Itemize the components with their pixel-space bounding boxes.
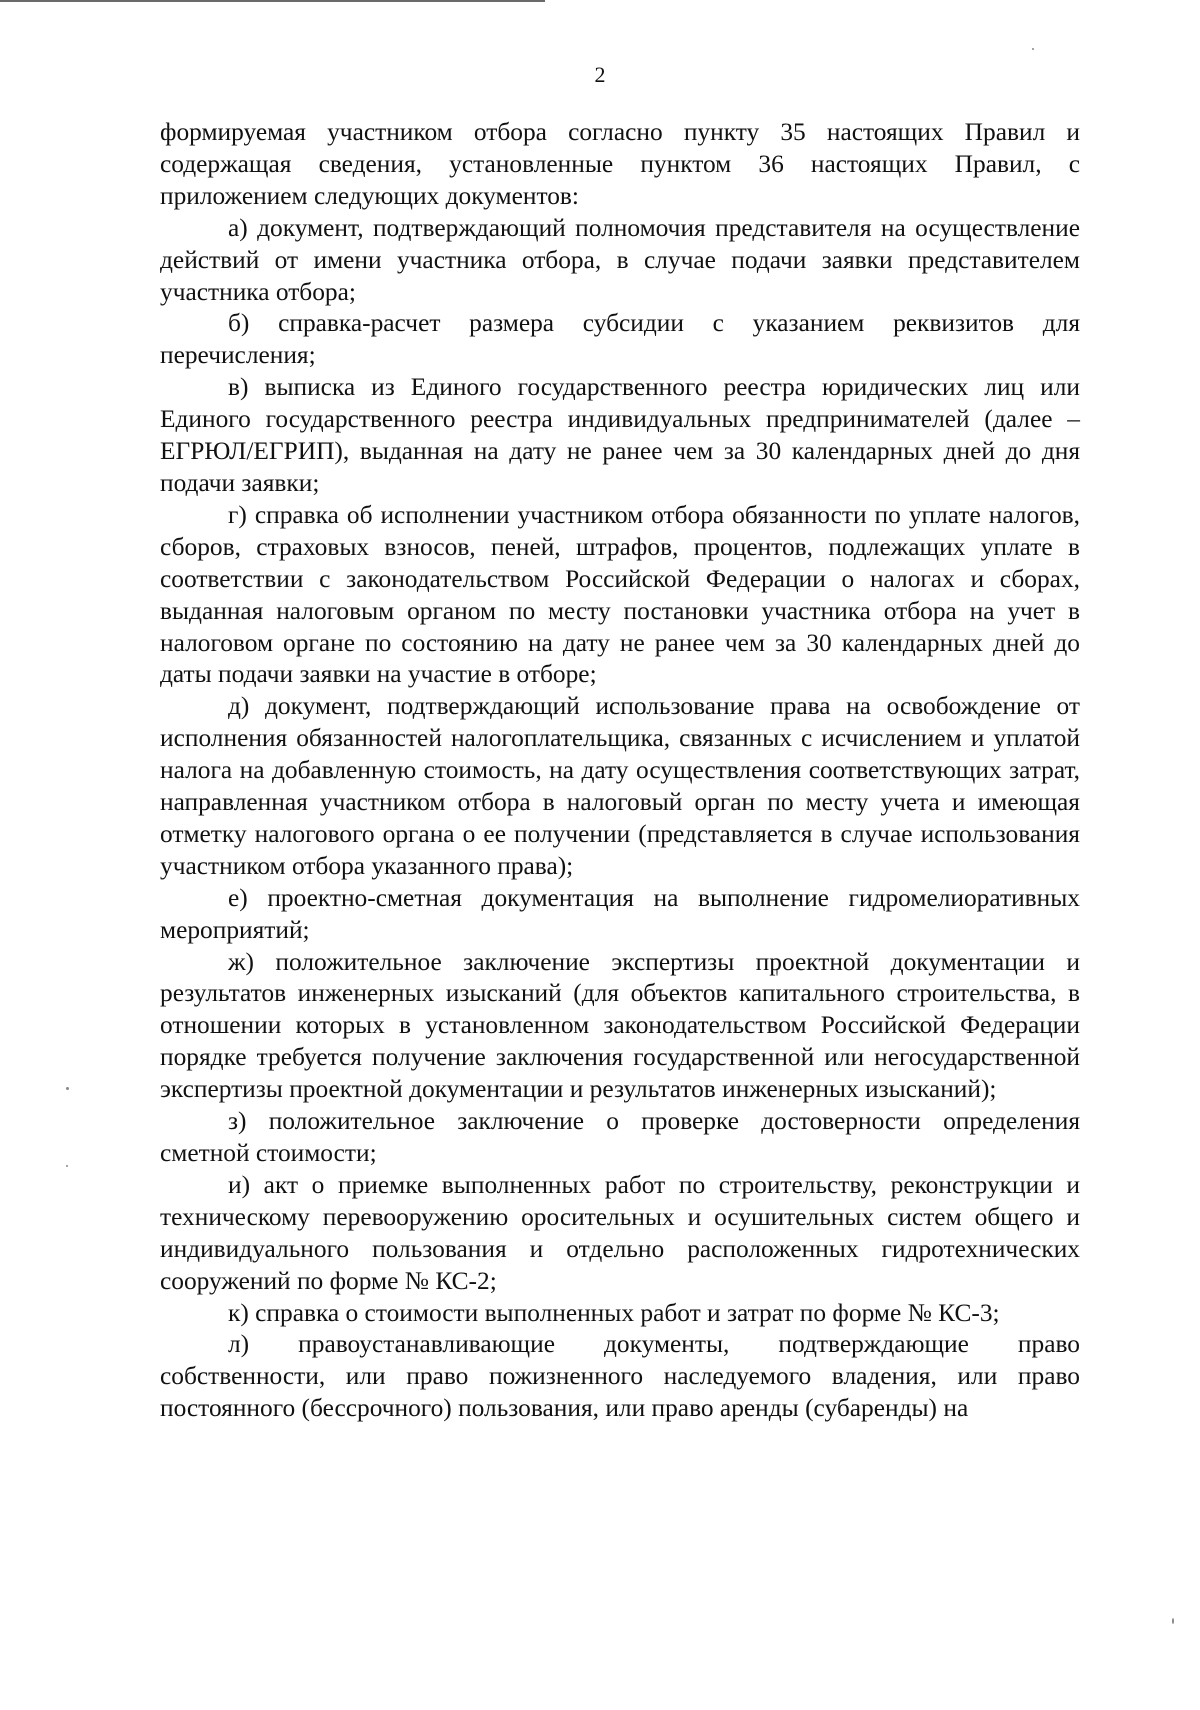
list-item-z: з) положительное заключение о проверке достоверности определения сметной стоимости; (160, 1107, 1080, 1167)
document-body (160, 117, 1080, 1425)
scan-edge-line (0, 0, 545, 2)
list-item-g: г) справка об исполнении участником отбора обязанности по уплате налогов, сборов, страховых взносов, пеней, штрафов, процентов, подлежащих уплате в соответствии с законодательством Российской Федерации о налогах и сборах, выданная налоговым органом по месту постановки участника отбора на учет в налоговом органе по состоянию на дату не ранее чем за 30 календарных дней до даты подачи заявки на участие в отборе; (160, 500, 1080, 689)
scan-speck (66, 1165, 68, 1167)
scan-speck (1032, 48, 1034, 50)
list-item-k: к) справка о стоимости выполненных работ и затрат по форме № КС-3; (228, 1298, 1000, 1327)
scan-speck (1172, 1618, 1174, 1624)
scan-speck (66, 1087, 69, 1090)
list-item-d: д) документ, подтверждающий использование права на освобождение от исполнения обязанностей налогоплательщика, связанных с исчислением и уплатой налога на добавленную стоимость, на дату осуществления соответствующих затрат, направленная участником отбора в налоговый орган по месту учета и имеющая отметку налогового органа о ее получении (представляется в случае использования участником отбора указанного права); (160, 692, 1080, 880)
paragraph-intro: формируемая участником отбора согласно пункту 35 настоящих Правил и содержащая сведения, установленные пунктом 36 настоящих Правил, с приложением следующих документов: (160, 118, 1080, 210)
list-item-l: л) правоустанавливающие документы, подтверждающие право собственности, или право пожизненного наследуемого владения, или право постоянного (бессрочного) пользования, или право аренды (субаренды) на (160, 1330, 1080, 1423)
list-item-e: е) проектно-сметная документация на выполнение гидромелиоративных мероприятий; (160, 883, 1080, 944)
list-item-a: а) документ, подтверждающий полномочия представителя на осуществление действий от имени участника отбора, в случае подачи заявки представителем участника отбора; (160, 213, 1080, 306)
page-number: 2 (594, 62, 606, 87)
list-item-zh: ж) положительное заключение экспертизы проектной документации и результатов инженерных изысканий (для объектов капитального строительства, в отношении которых в установленном законодательством Российской Федерации порядке требуется получение заключения государственной или негосударственной экспертизы проектной документации и результатов инженерных изысканий); (160, 947, 1080, 1104)
list-item-i: и) акт о приемке выполненных работ по строительству, реконструкции и техническому перевооружению оросительных и осушительных систем общего и индивидуального пользования и отдельно расположенных гидротехнических сооружений по форме № КС-2; (160, 1170, 1080, 1295)
list-item-b: б) справка-расчет размера субсидии с указанием реквизитов для перечисления; (160, 309, 1080, 370)
list-item-v: в) выписка из Единого государственного реестра юридических лиц или Единого государственного реестра индивидуальных предпринимателей (далее – ЕГРЮЛ/ЕГРИП), выданная на дату не ранее чем за 30 календарных дней до дня подачи заявки; (160, 373, 1080, 497)
